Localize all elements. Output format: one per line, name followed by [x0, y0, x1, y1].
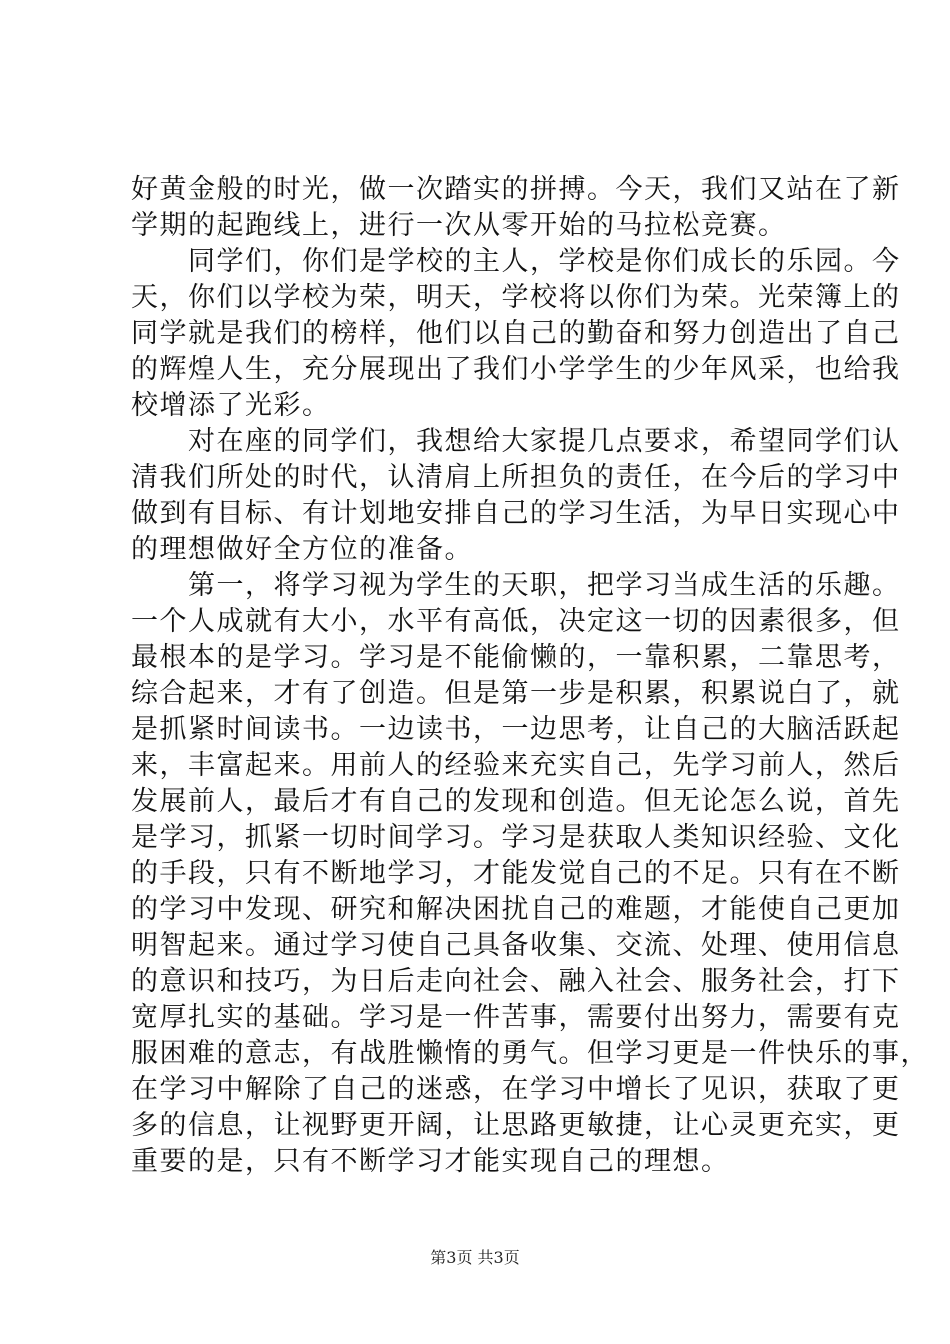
text-line: 的理想做好全方位的准备。	[131, 534, 473, 565]
text-line: 学期的起跑线上，进行一次从零开始的马拉松竞赛。	[131, 210, 787, 241]
text-line: 宽厚扎实的基础。学习是一件苦事，需要付出努力，需要有克	[131, 1002, 901, 1033]
text-line: 在学习中解除了自己的迷惑，在学习中增长了见识，获取了更	[131, 1074, 901, 1105]
text-line: 同学们，你们是学校的主人，学校是你们成长的乐园。今	[131, 246, 901, 277]
text-line: 发展前人，最后才有自己的发现和创造。但无论怎么说，首先	[131, 786, 901, 817]
text-line: 校增添了光彩。	[131, 390, 331, 421]
text-line: 清我们所处的时代，认清肩上所担负的责任，在今后的学习中	[131, 462, 901, 493]
text-line: 同学就是我们的榜样，他们以自己的勤奋和努力创造出了自己	[131, 318, 901, 349]
text-line: 明智起来。通过学习使自己具备收集、交流、处理、使用信息	[131, 930, 901, 961]
text-line: 服困难的意志，有战胜懒惰的勇气。但学习更是一件快乐的事，	[131, 1038, 929, 1069]
text-line: 是学习，抓紧一切时间学习。学习是获取人类知识经验、文化	[131, 822, 901, 853]
text-line: 是抓紧时间读书。一边读书，一边思考，让自己的大脑活跃起	[131, 714, 901, 745]
text-line: 第一，将学习视为学生的天职，把学习当成生活的乐趣。	[131, 570, 901, 601]
text-line: 对在座的同学们，我想给大家提几点要求，希望同学们认	[131, 426, 901, 457]
text-line: 做到有目标、有计划地安排自己的学习生活，为早日实现心中	[131, 498, 901, 529]
text-line: 的手段，只有不断地学习，才能发觉自己的不足。只有在不断	[131, 858, 901, 889]
text-line: 最根本的是学习。学习是不能偷懒的，一靠积累，二靠思考，	[131, 642, 901, 673]
text-line: 好黄金般的时光，做一次踏实的拼搏。今天，我们又站在了新	[131, 174, 901, 205]
page-footer	[0, 1248, 950, 1268]
document-body	[131, 172, 929, 1180]
text-line: 来，丰富起来。用前人的经验来充实自己，先学习前人，然后	[131, 750, 901, 781]
text-line: 的学习中发现、研究和解决困扰自己的难题，才能使自己更加	[131, 894, 901, 925]
text-line: 多的信息，让视野更开阔，让思路更敏捷，让心灵更充实，更	[131, 1110, 901, 1141]
text-line: 重要的是，只有不断学习才能实现自己的理想。	[131, 1146, 730, 1177]
text-line: 综合起来，才有了创造。但是第一步是积累，积累说白了，就	[131, 678, 901, 709]
text-line: 一个人成就有大小，水平有高低，决定这一切的因素很多，但	[131, 606, 901, 637]
page-number: 第3页 共3页	[430, 1248, 520, 1267]
text-line: 的意识和技巧，为日后走向社会、融入社会、服务社会，打下	[131, 966, 901, 997]
text-line: 天，你们以学校为荣，明天，学校将以你们为荣。光荣簿上的	[131, 282, 901, 313]
text-line: 的辉煌人生，充分展现出了我们小学学生的少年风采，也给我	[131, 354, 901, 385]
